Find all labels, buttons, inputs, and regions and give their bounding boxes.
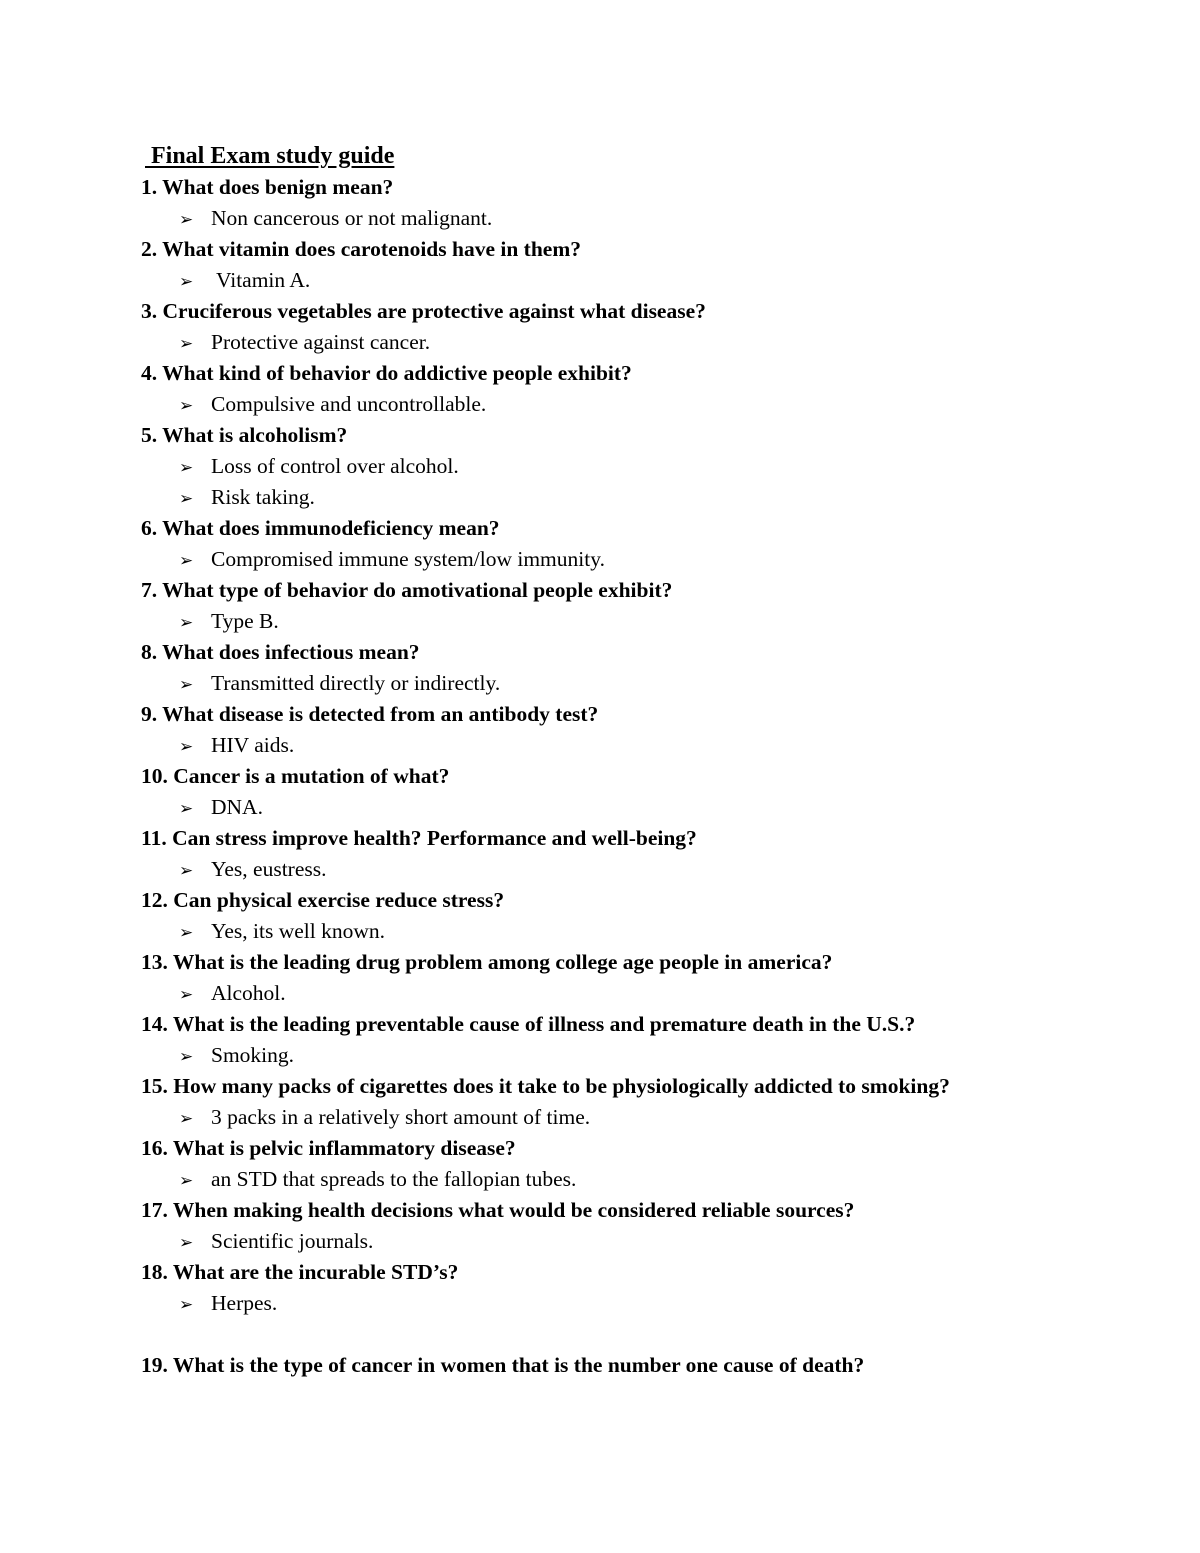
answer-item	[141, 327, 1141, 358]
question-item	[141, 513, 1141, 544]
answer-text: Loss of control over alcohol.	[211, 454, 459, 478]
question-number: 13.	[141, 950, 168, 974]
arrowhead-bullet-icon: ➢	[179, 272, 194, 292]
arrowhead-bullet-icon: ➢	[179, 396, 194, 416]
question-text: What does benign mean?	[162, 175, 394, 199]
answer-item	[141, 1164, 1141, 1195]
arrowhead-bullet-icon: ➢	[179, 923, 194, 943]
answer-text: an STD that spreads to the fallopian tubes.	[211, 1167, 577, 1191]
question-number: 1.	[141, 175, 158, 199]
question-number: 4.	[141, 361, 158, 385]
question-item	[141, 637, 1141, 668]
question-item	[141, 420, 1141, 451]
answer-text: DNA.	[211, 795, 263, 819]
arrowhead-bullet-icon: ➢	[179, 489, 194, 509]
question-text: What is the leading preventable cause of illness and premature death in the U.S.?	[172, 1012, 916, 1036]
question-number: 2.	[141, 237, 158, 261]
answer-item	[141, 1040, 1141, 1071]
answer-item	[141, 482, 1141, 513]
question-text: What is alcoholism?	[162, 423, 348, 447]
answer-item	[141, 1102, 1141, 1133]
question-text: Can physical exercise reduce stress?	[173, 888, 505, 912]
question-item	[141, 761, 1141, 792]
arrowhead-bullet-icon: ➢	[179, 985, 194, 1005]
question-number: 6.	[141, 516, 158, 540]
answer-item	[141, 1226, 1141, 1257]
question-text: What does infectious mean?	[162, 640, 420, 664]
question-number: 3.	[141, 299, 158, 323]
question-number: 5.	[141, 423, 158, 447]
question-number: 17.	[141, 1198, 168, 1222]
question-text: What vitamin does carotenoids have in them?	[162, 237, 581, 261]
question-text: Can stress improve health? Performance and well-being?	[172, 826, 697, 850]
answer-text: Compulsive and uncontrollable.	[211, 392, 487, 416]
question-item	[141, 1071, 1141, 1102]
question-text: What disease is detected from an antibody test?	[162, 702, 599, 726]
answer-item	[141, 203, 1141, 234]
arrowhead-bullet-icon: ➢	[179, 1233, 194, 1253]
question-text: What type of behavior do amotivational people exhibit?	[162, 578, 673, 602]
answer-item	[141, 544, 1141, 575]
question-text: Cancer is a mutation of what?	[173, 764, 450, 788]
arrowhead-bullet-icon: ➢	[179, 1171, 194, 1191]
question-item	[141, 1195, 1141, 1226]
study-guide-document	[141, 141, 1141, 1381]
answer-item	[141, 978, 1141, 1009]
arrowhead-bullet-icon: ➢	[179, 861, 194, 881]
answer-text: Type B.	[211, 609, 279, 633]
question-item	[141, 234, 1141, 265]
arrowhead-bullet-icon: ➢	[179, 613, 194, 633]
blank-line	[141, 1319, 1141, 1350]
question-number: 9.	[141, 702, 158, 726]
arrowhead-bullet-icon: ➢	[179, 334, 194, 354]
question-number: 10.	[141, 764, 168, 788]
answer-text: Herpes.	[211, 1291, 278, 1315]
question-item	[141, 358, 1141, 389]
answer-text: HIV aids.	[211, 733, 295, 757]
question-item	[141, 1257, 1141, 1288]
question-number: 18.	[141, 1260, 168, 1284]
answer-text: Vitamin A.	[211, 268, 311, 292]
answer-item	[141, 451, 1141, 482]
answer-text: Smoking.	[211, 1043, 295, 1067]
question-text: What kind of behavior do addictive people exhibit?	[162, 361, 632, 385]
answer-text: Non cancerous or not malignant.	[211, 206, 493, 230]
question-item	[141, 575, 1141, 606]
question-item	[141, 823, 1141, 854]
question-text: When making health decisions what would be considered reliable sources?	[172, 1198, 855, 1222]
question-number: 7.	[141, 578, 158, 602]
question-list	[141, 172, 1141, 1381]
question-number: 8.	[141, 640, 158, 664]
answer-text: 3 packs in a relatively short amount of time.	[211, 1105, 591, 1129]
arrowhead-bullet-icon: ➢	[179, 1047, 194, 1067]
arrowhead-bullet-icon: ➢	[179, 1295, 194, 1315]
answer-item	[141, 668, 1141, 699]
answer-text: Yes, its well known.	[211, 919, 386, 943]
arrowhead-bullet-icon: ➢	[179, 458, 194, 478]
question-text: Cruciferous vegetables are protective against what disease?	[162, 299, 706, 323]
question-number: 19.	[141, 1353, 168, 1377]
document-title: Final Exam study guide	[145, 143, 395, 169]
question-number: 16.	[141, 1136, 168, 1160]
question-text: What is pelvic inflammatory disease?	[172, 1136, 516, 1160]
question-item	[141, 1350, 1141, 1381]
arrowhead-bullet-icon: ➢	[179, 799, 194, 819]
question-item	[141, 947, 1141, 978]
answer-item	[141, 916, 1141, 947]
answer-text: Transmitted directly or indirectly.	[211, 671, 501, 695]
answer-text: Scientific journals.	[211, 1229, 374, 1253]
question-item	[141, 296, 1141, 327]
question-item	[141, 699, 1141, 730]
answer-text: Compromised immune system/low immunity.	[211, 547, 605, 571]
arrowhead-bullet-icon: ➢	[179, 675, 194, 695]
question-text: How many packs of cigarettes does it take to be physiologically addicted to smoking?	[173, 1074, 950, 1098]
answer-text: Alcohol.	[211, 981, 286, 1005]
arrowhead-bullet-icon: ➢	[179, 737, 194, 757]
answer-item	[141, 389, 1141, 420]
answer-item	[141, 265, 1141, 296]
arrowhead-bullet-icon: ➢	[179, 210, 194, 230]
question-text: What is the leading drug problem among college age people in america?	[172, 950, 833, 974]
question-text: What are the incurable STD’s?	[172, 1260, 459, 1284]
answer-item	[141, 1288, 1141, 1319]
answer-text: Yes, eustress.	[211, 857, 327, 881]
answer-text: Risk taking.	[211, 485, 315, 509]
question-item	[141, 1009, 1141, 1040]
arrowhead-bullet-icon: ➢	[179, 551, 194, 571]
question-item	[141, 1133, 1141, 1164]
answer-text: Protective against cancer.	[211, 330, 431, 354]
answer-item	[141, 854, 1141, 885]
question-number: 11.	[141, 826, 167, 850]
question-number: 15.	[141, 1074, 168, 1098]
question-number: 14.	[141, 1012, 168, 1036]
question-number: 12.	[141, 888, 168, 912]
question-text: What does immunodeficiency mean?	[162, 516, 500, 540]
question-item	[141, 172, 1141, 203]
answer-item	[141, 792, 1141, 823]
answer-item	[141, 606, 1141, 637]
question-item	[141, 885, 1141, 916]
question-text: What is the type of cancer in women that is the number one cause of death?	[172, 1353, 865, 1377]
arrowhead-bullet-icon: ➢	[179, 1109, 194, 1129]
answer-item	[141, 730, 1141, 761]
